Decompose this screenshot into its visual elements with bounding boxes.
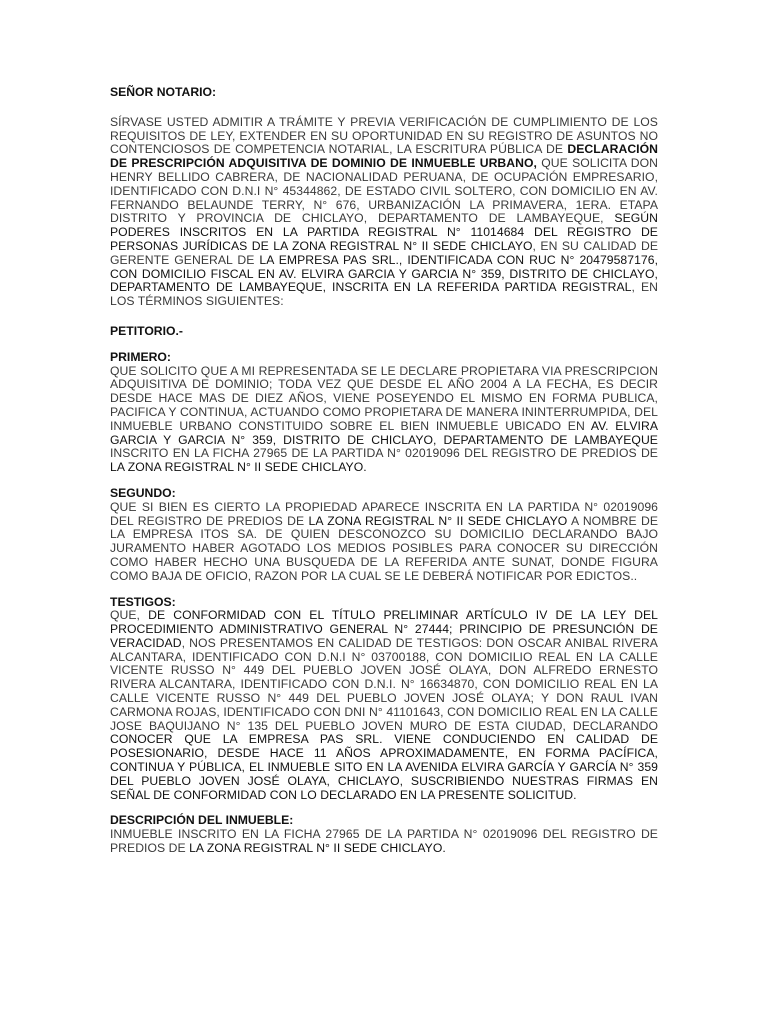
primero-text-c: INSCRITO EN LA FICHA 27965 DE LA PARTIDA N° 02019096 DEL REGISTRO DE PREDIOS DE	[110, 446, 658, 461]
intro-text-d: SEGÚN PODERES INSCRITOS EN LA PARTIDA REGISTRAL N° 11014684 DEL REGISTRO DE PERSONAS JURÍDICAS DE LA ZONA REGISTRAL N° II SEDE CHICLAYO	[110, 211, 658, 253]
descripcion-paragraph	[110, 828, 658, 856]
primero-text-b: AV. ELVIRA GARCIA Y GARCIA N° 359, DISTRITO DE CHICLAYO, DEPARTAMENTO DE LAMBAYEQUE	[110, 418, 659, 447]
intro-text-a: SÍRVASE USTED ADMITIR A TRÁMITE Y PREVIA VERIFICACIÓN DE CUMPLIMIENTO DE LOS REQUISITOS DE LEY, EXTENDER EN SU OPORTUNIDAD EN SU REGISTRO DE ASUNTOS NO CONTENCIOSOS DE COMPETENCIA NOTARIAL, LA ESCRITURA PÚBLICA DE	[110, 114, 658, 157]
intro-text-e: , EN SU CALIDAD DE GERENTE GENERAL DE	[110, 238, 658, 267]
petitorio-heading: PETITORIO.-	[110, 323, 183, 338]
testigos-text-b: DE CONFORMIDAD CON EL TÍTULO PRELIMINAR ARTÍCULO IV DE LA LEY DEL PROCEDIMIENTO ADMINISTRATIVO GENERAL N° 27444; PRINCIPIO DE PRESUNCIÓN DE VERACIDAD	[110, 608, 658, 650]
segundo-text-b: LA ZONA REGISTRAL N° II SEDE CHICLAYO	[308, 513, 568, 528]
intro-paragraph	[110, 116, 658, 309]
intro-text-c: QUE SOLICITA DON HENRY BELLIDO CABRERA, DE NACIONALIDAD PERUANA, DE OCUPACIÓN EMPRESARIO, IDENTIFICADO CON D.N.I N° 45344862, DE ESTADO CIVIL SOLTERO, CON DOMICILIO EN AV. FERNANDO BELAUNDE TERRY, N° 676, URBANIZACIÓN LA PRIMAVERA, 1ERA. ETAPA DISTRITO Y PROVINCIA DE CHICLAYO, DEPARTAMENTO DE LAMBAYEQUE,	[110, 156, 658, 226]
segundo-text-c: A NOMBRE DE LA EMPRESA ITOS SA. DE QUIEN DESCONOZCO SU DOMICILIO DECLARANDO BAJO JURAMENTO HABER AGOTADO LOS MEDIOS POSIBLES PARA CONOCER SU DIRECCIÓN COMO HABER HECHO UNA BUSQUEDA DE LA REFERIDA ANTE SUNAT, DONDE FIGURA COMO BAJA DE OFICIO, RAZON POR LA CUAL SE LE DEBERÁ NOTIFICAR POR EDICTOS..	[110, 513, 659, 583]
salutation: SEÑOR NOTARIO:	[110, 85, 217, 99]
testigos-text-d: CONOCER QUE LA EMPRESA PAS SRL. VIENE CONDUCIENDO EN CALIDAD DE POSESIONARIO, DESDE HACE 11 AÑOS APROXIMADAMENTE, EN FORMA PACÍFICA, CONTINUA Y PÚBLICA, EL INMUEBLE SITO EN LA AVENIDA ELVIRA GARCÍA Y GARCÍA N° 359 DEL PUEBLO JOVEN JOSÉ OLAYA, CHICLAYO, SUSCRIBIENDO NUESTRAS FIRMAS EN SEÑAL DE CONFORMIDAD CON LO DECLARADO EN LA PRESENTE SOLICITUD.	[110, 732, 658, 802]
primero-text-a: QUE SOLICITO QUE A MI REPRESENTADA SE LE DECLARE PROPIETARA VIA PRESCRIPCION ADQUISITIVA DE DOMINIO; TODA VEZ QUE DESDE EL AÑO 2004 A LA FECHA, ES DECIR DESDE HACE MAS DE DIEZ AÑOS, VIENE POSEYENDO EL MISMO EN FORMA PUBLICA, PACIFICA Y CONTINUA, ACTUANDO COMO PROPIETARA DE MANERA ININTERRUMPIDA, DEL INMUEBLE URBANO CONSTITUIDO SOBRE EL BIEN INMUEBLE UBICADO EN	[110, 363, 658, 433]
testigos-text-a: QUE,	[110, 608, 149, 623]
intro-text-f: LA EMPRESA PAS SRL., IDENTIFICADA CON RUC N° 20479587176, CON DOMICILIO FISCAL EN AV. ELVIRA GARCIA Y GARCIA N° 359, DISTRITO DE CHICLAYO, DEPARTAMENTO DE LAMBAYEQUE, INSCRITA EN LA REFERIDA PARTIDA REGISTRAL	[110, 252, 658, 295]
testigos-heading: TESTIGOS:	[110, 594, 176, 609]
descripcion-text-b: LA ZONA REGISTRAL N° II SEDE CHICLAYO.	[189, 841, 446, 856]
segundo-heading: SEGUNDO:	[110, 485, 176, 500]
segundo-paragraph	[110, 501, 658, 584]
primero-heading: PRIMERO:	[110, 349, 171, 364]
testigos-paragraph	[110, 609, 658, 802]
descripcion-text-a: INMUEBLE INSCRITO EN LA FICHA 27965 DE LA PARTIDA N° 02019096 DEL REGISTRO DE PREDIOS DE	[110, 827, 658, 856]
primero-text-d: LA ZONA REGISTRAL N° II SEDE CHICLAYO.	[110, 460, 367, 475]
primero-paragraph	[110, 365, 658, 475]
intro-text-g: , EN LOS TÉRMINOS SIGUIENTES:	[110, 280, 658, 309]
descripcion-heading: DESCRIPCIÓN DEL INMUEBLE:	[110, 813, 294, 828]
segundo-text-a: QUE SI BIEN ES CIERTO LA PROPIEDAD APARECE INSCRITA EN LA PARTIDA N° 02019096 DEL REGISTRO DE PREDIOS DE	[110, 499, 658, 528]
testigos-text-c: , NOS PRESENTAMOS EN CALIDAD DE TESTIGOS: DON OSCAR ANIBAL RIVERA ALCANTARA, IDENTIFICADO CON D.N.I N° 03700188, CON DOMICILIO REAL EN LA CALLE VICENTE RUSSO N° 449 DEL PUEBLO JOVEN JOSÉ OLAYA, DON ALFREDO ERNESTO RIVERA ALCANTARA, IDENTIFICADO CON D.N.I. N° 16634870, CON DOMICILIO REAL EN LA CALLE VICENTE RUSSO N° 449 DEL PUEBLO JOVEN JOSÉ OLAYA; Y DON RAUL IVAN CARMONA ROJAS, IDENTIFICADO CON DNI N° 41101643, CON DOMICILIO REAL EN LA CALLE JOSE BAQUIJANO N° 135 DEL PUEBLO JOVEN MURO DE ESTA CIUDAD, DECLARANDO	[110, 635, 658, 733]
intro-bold-title: DECLARACIÓN DE PRESCRIPCIÓN ADQUISITIVA DE DOMINIO DE INMUEBLE URBANO,	[110, 142, 658, 171]
